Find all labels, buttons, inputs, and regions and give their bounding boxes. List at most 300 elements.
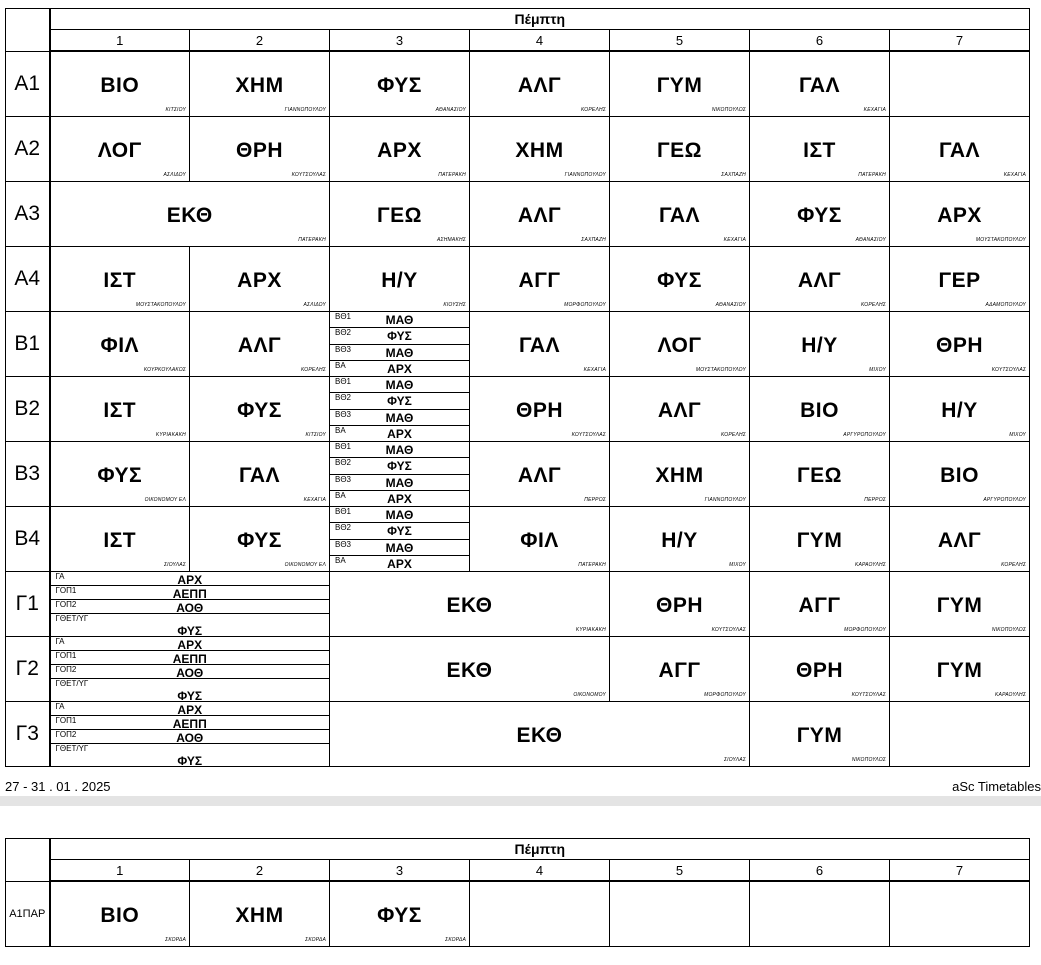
lesson-cell[interactable] [190,51,330,117]
subject: ΙΣΤ [103,399,137,422]
teacher: ΣΑΧΠΑΖΗ [581,237,606,243]
teacher: ΜΙΧΟΥ [1009,432,1027,438]
group-lesson[interactable] [330,556,469,571]
timetable-row [6,702,1030,767]
subject: ΒΙΟ [100,904,140,927]
teacher: ΜΙΧΟΥ [729,562,746,568]
class-name: Γ2 [6,637,50,702]
group-label: ΒΘ1 [335,377,352,386]
group-lesson[interactable] [330,410,469,426]
group-lesson[interactable] [51,572,330,586]
subject: ΕΚΘ [516,724,563,747]
group-label: ΓΑ [55,702,65,711]
teacher: ΜΟΥΣΤΑΚΟΠΟΥΛΟΥ [135,302,186,308]
class-name: Β4 [6,507,50,572]
lesson-cell[interactable] [610,117,750,182]
subject: ΑΓΓ [658,659,701,682]
group-lesson[interactable] [330,393,469,409]
teacher: ΣΙΟΥΛΑΣ [723,757,746,763]
group-label: ΒΘ1 [335,442,352,451]
lesson-cell[interactable] [610,442,750,507]
subject: ΓΥΜ [936,659,983,682]
empty-cell[interactable] [890,881,1030,947]
teacher: ΚΥΡΙΑΚΑΚΗ [575,627,606,633]
group-lesson[interactable] [330,507,469,523]
lesson-cell[interactable] [330,51,470,117]
subject: ΜΑΘ [385,313,414,327]
subject: ΓΑΛ [518,334,560,357]
teacher: ΚΕΧΑΓΙΑ [863,107,886,113]
subject: ΦΥΣ [377,74,422,97]
lesson-cell[interactable] [750,377,890,442]
group-label: ΓΟΠ1 [55,715,77,725]
lesson-cell[interactable] [50,881,190,947]
lesson-cell[interactable] [610,637,750,702]
group-label: ΒΘ3 [335,409,352,419]
lesson-cell[interactable] [750,702,890,767]
empty-cell[interactable] [470,881,610,947]
timetable-main [5,8,1030,767]
class-name: Γ3 [6,702,50,767]
group-lesson[interactable] [330,491,469,506]
lesson-cell[interactable] [750,51,890,117]
teacher: ΣΚΟΡΔΑ [165,937,186,943]
subject: ΜΑΘ [385,443,414,457]
group-label: ΓΟΠ2 [55,664,77,674]
subject: ΑΡΧ [387,426,412,441]
subject: ΦΙΛ [520,529,559,552]
class-name: Β3 [6,442,50,507]
lesson-cell[interactable] [330,702,750,767]
lesson-cell[interactable] [190,247,330,312]
empty-cell[interactable] [890,702,1030,767]
subject: ΓΕΩ [797,464,842,487]
group-label: ΓΟΠ1 [55,585,77,595]
teacher: ΜΙΧΟΥ [869,367,886,373]
lesson-cell[interactable] [890,507,1030,572]
teacher: ΚΟΡΕΛΗΣ [721,432,746,438]
teacher: ΚΙΤΣΙΟΥ [305,432,326,438]
lesson-cell[interactable] [750,182,890,247]
split-lesson-cell[interactable] [330,507,470,572]
subject: ΜΑΘ [385,378,414,392]
group-label: ΓΘΕΤ/ΥΓ [55,678,89,688]
lesson-cell[interactable] [610,182,750,247]
split-lesson-cell[interactable] [330,377,470,442]
teacher: ΣΙΟΥΛΑΣ [163,562,186,568]
group-lesson[interactable] [330,442,469,458]
teacher: ΑΔΑΜΟΠΟΥΛΟΥ [985,302,1027,308]
teacher: ΝΙΚΟΠΟΥΛΟΣ [991,627,1027,633]
class-name: Γ1 [6,572,50,637]
subject: ΓΥΜ [796,724,843,747]
group-lesson[interactable] [330,361,469,376]
lesson-cell[interactable] [610,312,750,377]
subject: ΦΥΣ [387,329,412,344]
subject: ΑΟΘ [176,730,204,745]
class-name: Α4 [6,247,50,312]
lesson-cell[interactable] [890,117,1030,182]
teacher: ΠΑΤΕΡΑΚΗ [298,237,326,243]
subject: ΑΛΓ [517,204,562,227]
teacher: ΚΟΡΕΛΗΣ [861,302,886,308]
group-lesson[interactable] [330,540,469,556]
group-lesson[interactable] [330,426,469,441]
timetable-row [6,182,1030,247]
group-label: ΓΟΠ2 [55,599,77,609]
subject: Η/Υ [381,269,418,292]
subject: ΑΛΓ [517,464,562,487]
teacher: ΑΘΑΝΑΣΙΟΥ [855,237,886,243]
teacher: ΚΟΥΤΣΟΥΛΑΣ [571,432,606,438]
group-label: ΒΘ1 [335,312,352,321]
empty-cell[interactable] [610,881,750,947]
group-label: ΒΘ2 [335,393,352,403]
subject: ΒΙΟ [940,464,979,487]
lesson-cell[interactable] [190,881,330,947]
period-header-5: 5 [610,30,750,52]
lesson-cell[interactable] [50,247,190,312]
teacher: ΟΙΚΟΝΟΜΟΥ ΕΛ [144,497,186,503]
period-header-2: 2 [190,30,330,52]
lesson-cell[interactable] [890,377,1030,442]
teacher: ΚΟΥΤΣΟΥΛΑΣ [851,692,886,698]
teacher: ΜΟΡΦΟΠΟΥΛΟΥ [704,692,746,698]
period-header-5: 5 [610,860,750,882]
subject: ΙΣΤ [803,139,836,162]
subject: ΑΛΓ [657,399,702,422]
group-label: ΒΘ1 [335,507,352,516]
empty-cell[interactable] [890,51,1030,117]
lesson-cell[interactable] [470,182,610,247]
brand-label: aSc Timetables [952,779,1041,794]
lesson-cell[interactable] [50,377,190,442]
subject: ΦΥΣ [377,904,422,927]
subject: ΦΥΣ [657,269,702,292]
teacher: ΑΡΓΥΡΟΠΟΥΛΟΥ [983,497,1027,503]
lesson-cell[interactable] [50,507,190,572]
lesson-cell[interactable] [330,117,470,182]
teacher: ΠΑΤΕΡΑΚΗ [438,172,466,178]
teacher: ΠΑΤΕΡΑΚΗ [858,172,886,178]
corner-cell [6,9,50,52]
subject: Η/Υ [941,399,978,422]
period-header-2: 2 [190,860,330,882]
subject: ΦΥΣ [237,529,282,552]
teacher: ΑΣΛΙΔΟΥ [163,172,186,178]
teacher: ΝΙΚΟΠΟΥΛΟΣ [851,757,886,763]
teacher: ΣΚΟΡΔΑ [305,937,326,943]
subject: ΓΕΩ [657,139,702,162]
subject: ΦΥΣ [387,524,412,539]
group-lesson[interactable] [51,651,330,665]
subject: ΦΥΣ [177,623,203,638]
lesson-cell[interactable] [50,182,330,247]
teacher: ΚΕΧΑΓΙΑ [723,237,746,243]
lesson-cell[interactable] [330,881,470,947]
teacher: ΚΕΧΑΓΙΑ [583,367,606,373]
lesson-cell[interactable] [330,182,470,247]
lesson-cell[interactable] [470,507,610,572]
teacher: ΟΙΚΟΝΟΜΟΥ [573,692,606,698]
lesson-cell[interactable] [470,247,610,312]
subject: ΦΥΣ [97,464,143,487]
lesson-cell[interactable] [190,442,330,507]
lesson-cell[interactable] [330,572,610,637]
subject: ΧΗΜ [235,74,284,97]
subject: ΜΑΘ [385,540,414,555]
teacher: ΚΟΥΤΣΟΥΛΑΣ [711,627,746,633]
timetable-row [6,247,1030,312]
group-lesson[interactable] [330,458,469,474]
subject: ΜΑΘ [385,475,414,490]
subject: ΦΥΣ [387,394,412,409]
lesson-cell[interactable] [610,572,750,637]
subject: ΑΡΧ [377,139,422,162]
subject: ΙΣΤ [103,269,137,292]
group-label: ΒΑ [335,360,346,370]
subject: ΑΕΠΠ [172,716,207,731]
lesson-cell[interactable] [190,507,330,572]
subject: ΑΡΧ [387,556,412,571]
teacher: ΠΕΡΡΟΣ [584,497,606,503]
lesson-cell[interactable] [750,247,890,312]
date-range: 27 - 31 . 01 . 2025 [5,779,111,794]
lesson-cell[interactable] [190,312,330,377]
period-header-4: 4 [470,30,610,52]
group-lesson[interactable] [51,665,330,679]
period-header-6: 6 [750,860,890,882]
empty-cell[interactable] [750,881,890,947]
group-lesson[interactable] [51,730,330,744]
day-header: Πέμπτη [50,9,1030,30]
teacher: ΚΕΧΑΓΙΑ [303,497,326,503]
teacher: ΣΚΟΡΔΑ [445,937,466,943]
subject: ΦΥΣ [387,459,412,474]
class-name: Β2 [6,377,50,442]
lesson-cell[interactable] [190,377,330,442]
group-lesson[interactable] [330,345,469,361]
subject: Η/Υ [661,529,698,552]
lesson-cell[interactable] [750,442,890,507]
group-label: ΓΑ [55,572,65,581]
lesson-cell[interactable] [190,117,330,182]
group-lesson[interactable] [330,523,469,539]
lesson-cell[interactable] [50,442,190,507]
timetable-row [6,572,1030,637]
subject: ΑΕΠΠ [172,586,207,601]
split-lesson-cell[interactable] [50,637,330,702]
group-lesson[interactable] [51,586,330,600]
group-label: ΓΟΠ2 [55,729,77,739]
teacher: ΚΕΧΑΓΙΑ [1003,172,1027,178]
group-lesson[interactable] [51,614,330,636]
subject: ΧΗΜ [515,139,564,162]
period-header-7: 7 [890,30,1030,52]
group-lesson[interactable] [330,377,469,393]
day-header: Πέμπτη [50,839,1030,860]
corner-cell [6,839,50,882]
split-lesson-cell[interactable] [330,442,470,507]
subject: ΛΟΓ [97,139,142,162]
lesson-cell[interactable] [750,572,890,637]
lesson-cell[interactable] [470,377,610,442]
timetable-row [6,51,1030,117]
subject: ΕΚΘ [166,204,213,227]
group-lesson[interactable] [51,702,330,716]
subject: ΑΟΘ [176,665,204,680]
lesson-cell[interactable] [890,442,1030,507]
group-lesson[interactable] [330,312,469,328]
group-label: ΓΘΕΤ/ΥΓ [55,613,89,623]
lesson-cell[interactable] [610,507,750,572]
lesson-cell[interactable] [470,51,610,117]
lesson-cell[interactable] [890,182,1030,247]
subject: ΑΡΧ [177,573,203,587]
group-label: ΒΘ2 [335,328,352,338]
subject: ΑΛΓ [937,529,982,552]
split-lesson-cell[interactable] [330,312,470,377]
period-header-3: 3 [330,860,470,882]
subject: Η/Υ [801,334,838,357]
subject: ΦΥΣ [177,688,203,703]
teacher: ΚΙΟΥΣΗΣ [443,302,466,308]
teacher: ΑΘΑΝΑΣΙΟΥ [435,107,466,113]
subject: ΘΡΗ [795,659,843,682]
teacher: ΚΥΡΙΑΚΑΚΗ [155,432,186,438]
subject: ΙΣΤ [103,529,137,552]
subject: ΑΡΧ [177,638,203,652]
lesson-cell[interactable] [750,507,890,572]
teacher: ΚΙΤΣΙΟΥ [165,107,186,113]
subject: ΓΕΩ [377,204,422,227]
subject: ΓΥΜ [936,594,983,617]
subject: ΘΡΗ [515,399,563,422]
teacher: ΑΘΑΝΑΣΙΟΥ [715,302,746,308]
teacher: ΑΣΗΜΑΚΗΣ [437,237,466,243]
subject: ΕΚΘ [446,594,493,617]
group-label: ΓΑ [55,637,65,646]
class-name: Α1ΠΑΡ [6,881,50,947]
teacher: ΓΙΑΝΝΟΠΟΥΛΟΥ [704,497,746,503]
lesson-cell[interactable] [330,637,610,702]
subject: ΑΛΓ [517,74,562,97]
subject: ΒΙΟ [800,399,839,422]
lesson-cell[interactable] [50,51,190,117]
lesson-cell[interactable] [890,637,1030,702]
subject: ΜΑΘ [385,345,414,360]
subject: ΑΡΧ [387,361,412,376]
group-label: ΓΘΕΤ/ΥΓ [55,743,89,753]
class-name: Α2 [6,117,50,182]
subject: ΦΥΣ [237,399,282,422]
group-label: ΒΘ3 [335,539,352,549]
group-lesson[interactable] [51,716,330,730]
subject: ΒΙΟ [100,74,140,97]
group-label: ΒΘ3 [335,344,352,354]
class-name: Α1 [6,51,50,117]
lesson-cell[interactable] [50,117,190,182]
page-separator [0,796,1041,806]
subject: ΑΓΓ [798,594,841,617]
subject: ΓΑΛ [939,139,981,162]
subject: ΓΥΜ [656,74,703,97]
group-label: ΒΑ [335,555,346,565]
lesson-cell[interactable] [50,312,190,377]
group-lesson[interactable] [330,328,469,344]
subject: ΑΟΘ [176,600,204,615]
lesson-cell[interactable] [470,117,610,182]
subject: ΓΑΛ [658,204,700,227]
timetable-row [6,377,1030,442]
subject: ΦΥΣ [797,204,842,227]
subject: ΕΚΘ [446,659,493,682]
period-header-7: 7 [890,860,1030,882]
period-header-6: 6 [750,30,890,52]
group-lesson[interactable] [330,475,469,491]
subject: ΑΛΓ [237,334,282,357]
lesson-cell[interactable] [610,51,750,117]
subject: ΧΗΜ [655,464,704,487]
group-lesson[interactable] [51,744,330,766]
group-lesson[interactable] [51,679,330,701]
teacher: ΣΑΧΠΑΖΗ [721,172,746,178]
timetable-row [6,312,1030,377]
split-lesson-cell[interactable] [50,572,330,637]
teacher: ΑΣΛΙΔΟΥ [303,302,326,308]
lesson-cell[interactable] [610,247,750,312]
lesson-cell[interactable] [470,312,610,377]
subject: ΓΑΛ [238,464,280,487]
class-name: Α3 [6,182,50,247]
lesson-cell[interactable] [610,377,750,442]
lesson-cell[interactable] [750,117,890,182]
subject: ΑΡΧ [387,491,412,506]
lesson-cell[interactable] [750,637,890,702]
class-name: Β1 [6,312,50,377]
lesson-cell[interactable] [890,247,1030,312]
period-header-1: 1 [50,860,190,882]
group-label: ΒΑ [335,425,346,435]
subject: ΧΗΜ [235,904,284,927]
subject: ΓΑΛ [798,74,840,97]
lesson-cell[interactable] [750,312,890,377]
teacher: ΜΟΡΦΟΠΟΥΛΟΥ [564,302,606,308]
timetable-row [6,637,1030,702]
subject: ΑΛΓ [797,269,842,292]
teacher: ΓΙΑΝΝΟΠΟΥΛΟΥ [564,172,606,178]
subject: ΑΡΧ [937,204,982,227]
group-lesson[interactable] [51,637,330,651]
split-lesson-cell[interactable] [50,702,330,767]
group-label: ΓΟΠ1 [55,650,77,660]
subject: ΓΕΡ [938,269,981,292]
teacher: ΜΟΥΣΤΑΚΟΠΟΥΛΟΥ [975,237,1027,243]
teacher: ΜΟΡΦΟΠΟΥΛΟΥ [844,627,886,633]
period-header-4: 4 [470,860,610,882]
lesson-cell[interactable] [470,442,610,507]
lesson-cell[interactable] [330,247,470,312]
timetable-row [6,881,1030,947]
teacher: ΚΟΡΕΛΗΣ [1001,562,1027,568]
lesson-cell[interactable] [890,572,1030,637]
subject: ΑΡΧ [237,269,282,292]
teacher: ΑΡΓΥΡΟΠΟΥΛΟΥ [843,432,886,438]
group-label: ΒΘ2 [335,458,352,468]
lesson-cell[interactable] [890,312,1030,377]
teacher: ΚΟΥΡΚΟΥΛΑΚΟΣ [143,367,186,373]
group-lesson[interactable] [51,600,330,614]
